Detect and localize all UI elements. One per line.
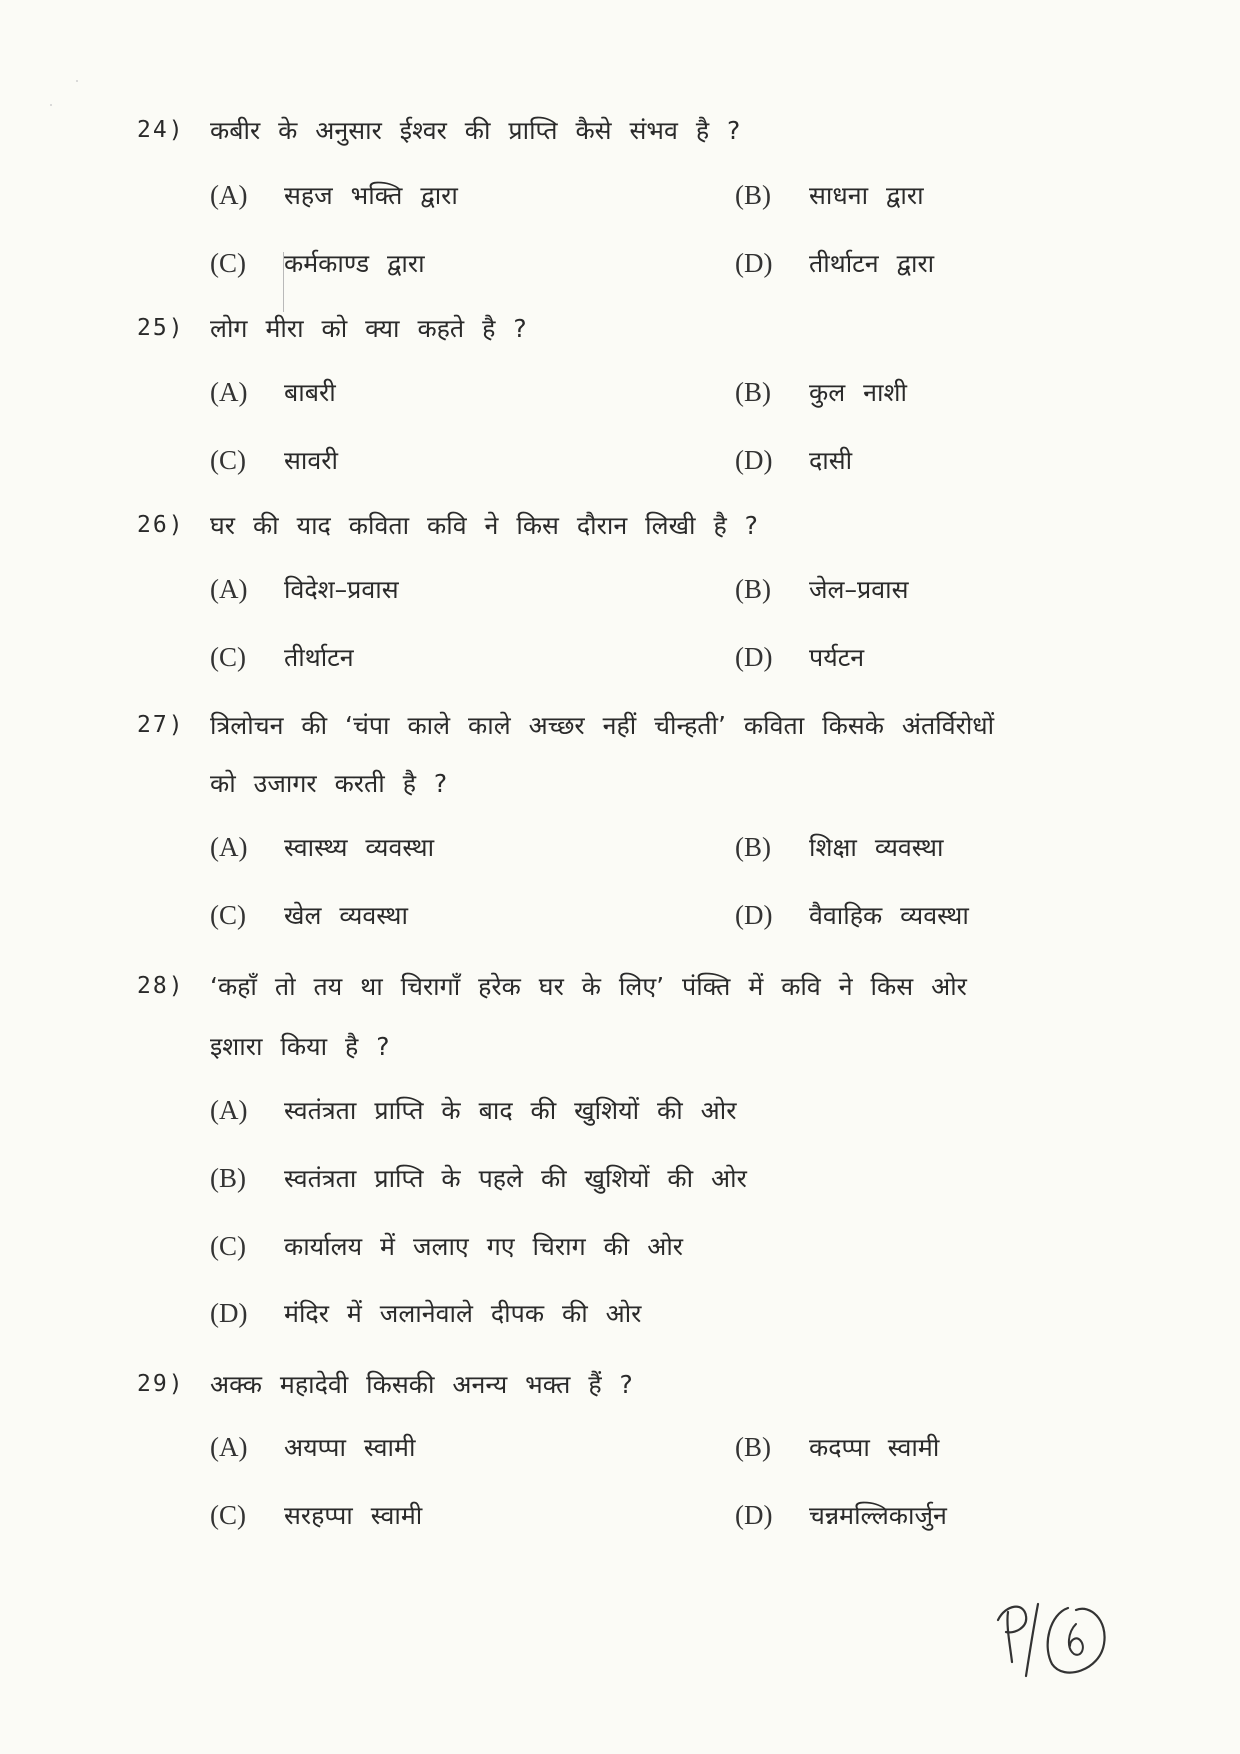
option-b [735,375,907,409]
question-number: 25) [137,315,185,341]
option-c [210,1229,683,1263]
question-text-line-1: त्रिलोचन की ‘चंपा काले काले अच्छर नहीं चीन्हती’ कविता किसके अंतर्विरोधों [210,711,995,740]
option-text: खेल व्यवस्था [284,901,408,930]
option-letter: (D) [210,1298,248,1328]
option-text: सहज भक्ति द्वारा [284,181,458,210]
option-letter: (C) [210,642,246,672]
option-letter: (B) [735,574,771,604]
option-text: स्वतंत्रता प्राप्ति के बाद की खुशियों की ओर [284,1096,737,1125]
question-text-line-1: ‘कहाँ तो तय था चिरागाँ हरेक घर के लिए’ पंक्ति में कवि ने किस ओर [210,972,967,1001]
option-text: दासी [809,446,853,475]
option-text: अयप्पा स्वामी [284,1433,416,1462]
option-b [735,572,909,606]
option-text: वैवाहिक व्यवस्था [809,901,969,930]
option-text: तीर्थाटन [284,643,354,672]
option-letter: (C) [210,248,246,278]
question-number: 28) [137,973,185,999]
handwritten-page-mark [990,1590,1130,1680]
option-text: पर्यटन [809,643,865,672]
option-d [735,898,969,932]
option-letter: (C) [210,1231,246,1261]
option-text: साधना द्वारा [809,181,924,210]
option-text: कार्यालय में जलाए गए चिराग की ओर [284,1232,684,1261]
option-b [735,1430,939,1464]
option-b [735,830,943,864]
question-text: अक्क महादेवी किसकी अनन्य भक्त हैं ? [210,1370,633,1399]
option-letter: (D) [735,642,773,672]
option-text: सरहप्पा स्वामी [284,1501,423,1530]
option-letter: (D) [735,1500,773,1530]
option-letter: (A) [210,377,248,407]
option-c [210,898,408,932]
option-letter: (A) [210,1095,248,1125]
option-text: कर्मकाण्ड द्वारा [284,249,425,278]
question-number: 29) [137,1371,185,1397]
option-d [735,640,864,674]
option-letter: (B) [735,377,771,407]
option-letter: (A) [210,180,248,210]
option-d [210,1296,641,1330]
option-text: चन्नमल्लिकार्जुन [809,1501,947,1530]
option-letter: (D) [735,248,773,278]
option-letter: (A) [210,832,248,862]
option-a [210,1093,736,1127]
scan-speck [76,80,78,82]
question-text: घर की याद कविता कवि ने किस दौरान लिखी है ? [210,511,758,540]
question-text-line-2: इशारा किया है ? [210,1032,390,1061]
option-a [210,1430,415,1464]
option-letter: (C) [210,1500,246,1530]
option-d [735,1498,947,1532]
option-letter: (A) [210,1432,248,1462]
option-text: शिक्षा व्यवस्था [809,833,944,862]
question-text: लोग मीरा को क्या कहते है ? [210,314,527,343]
option-text: तीर्थाटन द्वारा [809,249,935,278]
option-d [735,246,934,280]
option-text: कदप्पा स्वामी [809,1433,940,1462]
question-number: 24) [137,117,185,143]
option-text: बाबरी [284,378,336,407]
option-a [210,375,336,409]
option-b [210,1161,747,1195]
option-letter: (B) [735,1432,771,1462]
question-text-line-2: को उजागर करती है ? [210,769,448,798]
scan-speck [50,104,52,106]
option-text: जेल–प्रवास [809,575,909,604]
option-c [210,443,338,477]
option-a [210,830,434,864]
option-letter: (B) [735,832,771,862]
option-a [210,178,458,212]
question-number: 27) [137,712,185,738]
option-letter: (C) [210,900,246,930]
option-letter: (B) [735,180,771,210]
option-text: स्वतंत्रता प्राप्ति के पहले की खुशियों की ओर [284,1164,747,1193]
option-a [210,572,399,606]
question-number: 26) [137,512,185,538]
option-d [735,443,852,477]
option-text: विदेश–प्रवास [284,575,399,604]
option-letter: (D) [735,445,773,475]
question-text: कबीर के अनुसार ईश्वर की प्राप्ति कैसे संभव है ? [210,116,741,145]
option-letter: (C) [210,445,246,475]
option-text: सावरी [284,446,338,475]
option-c [210,246,425,280]
option-text: स्वास्थ्य व्यवस्था [284,833,435,862]
option-text: कुल नाशी [809,378,907,407]
option-letter: (A) [210,574,248,604]
option-letter: (D) [735,900,773,930]
option-b [735,178,924,212]
option-c [210,640,354,674]
option-letter: (B) [210,1163,246,1193]
option-text: मंदिर में जलानेवाले दीपक की ओर [284,1299,642,1328]
option-c [210,1498,422,1532]
